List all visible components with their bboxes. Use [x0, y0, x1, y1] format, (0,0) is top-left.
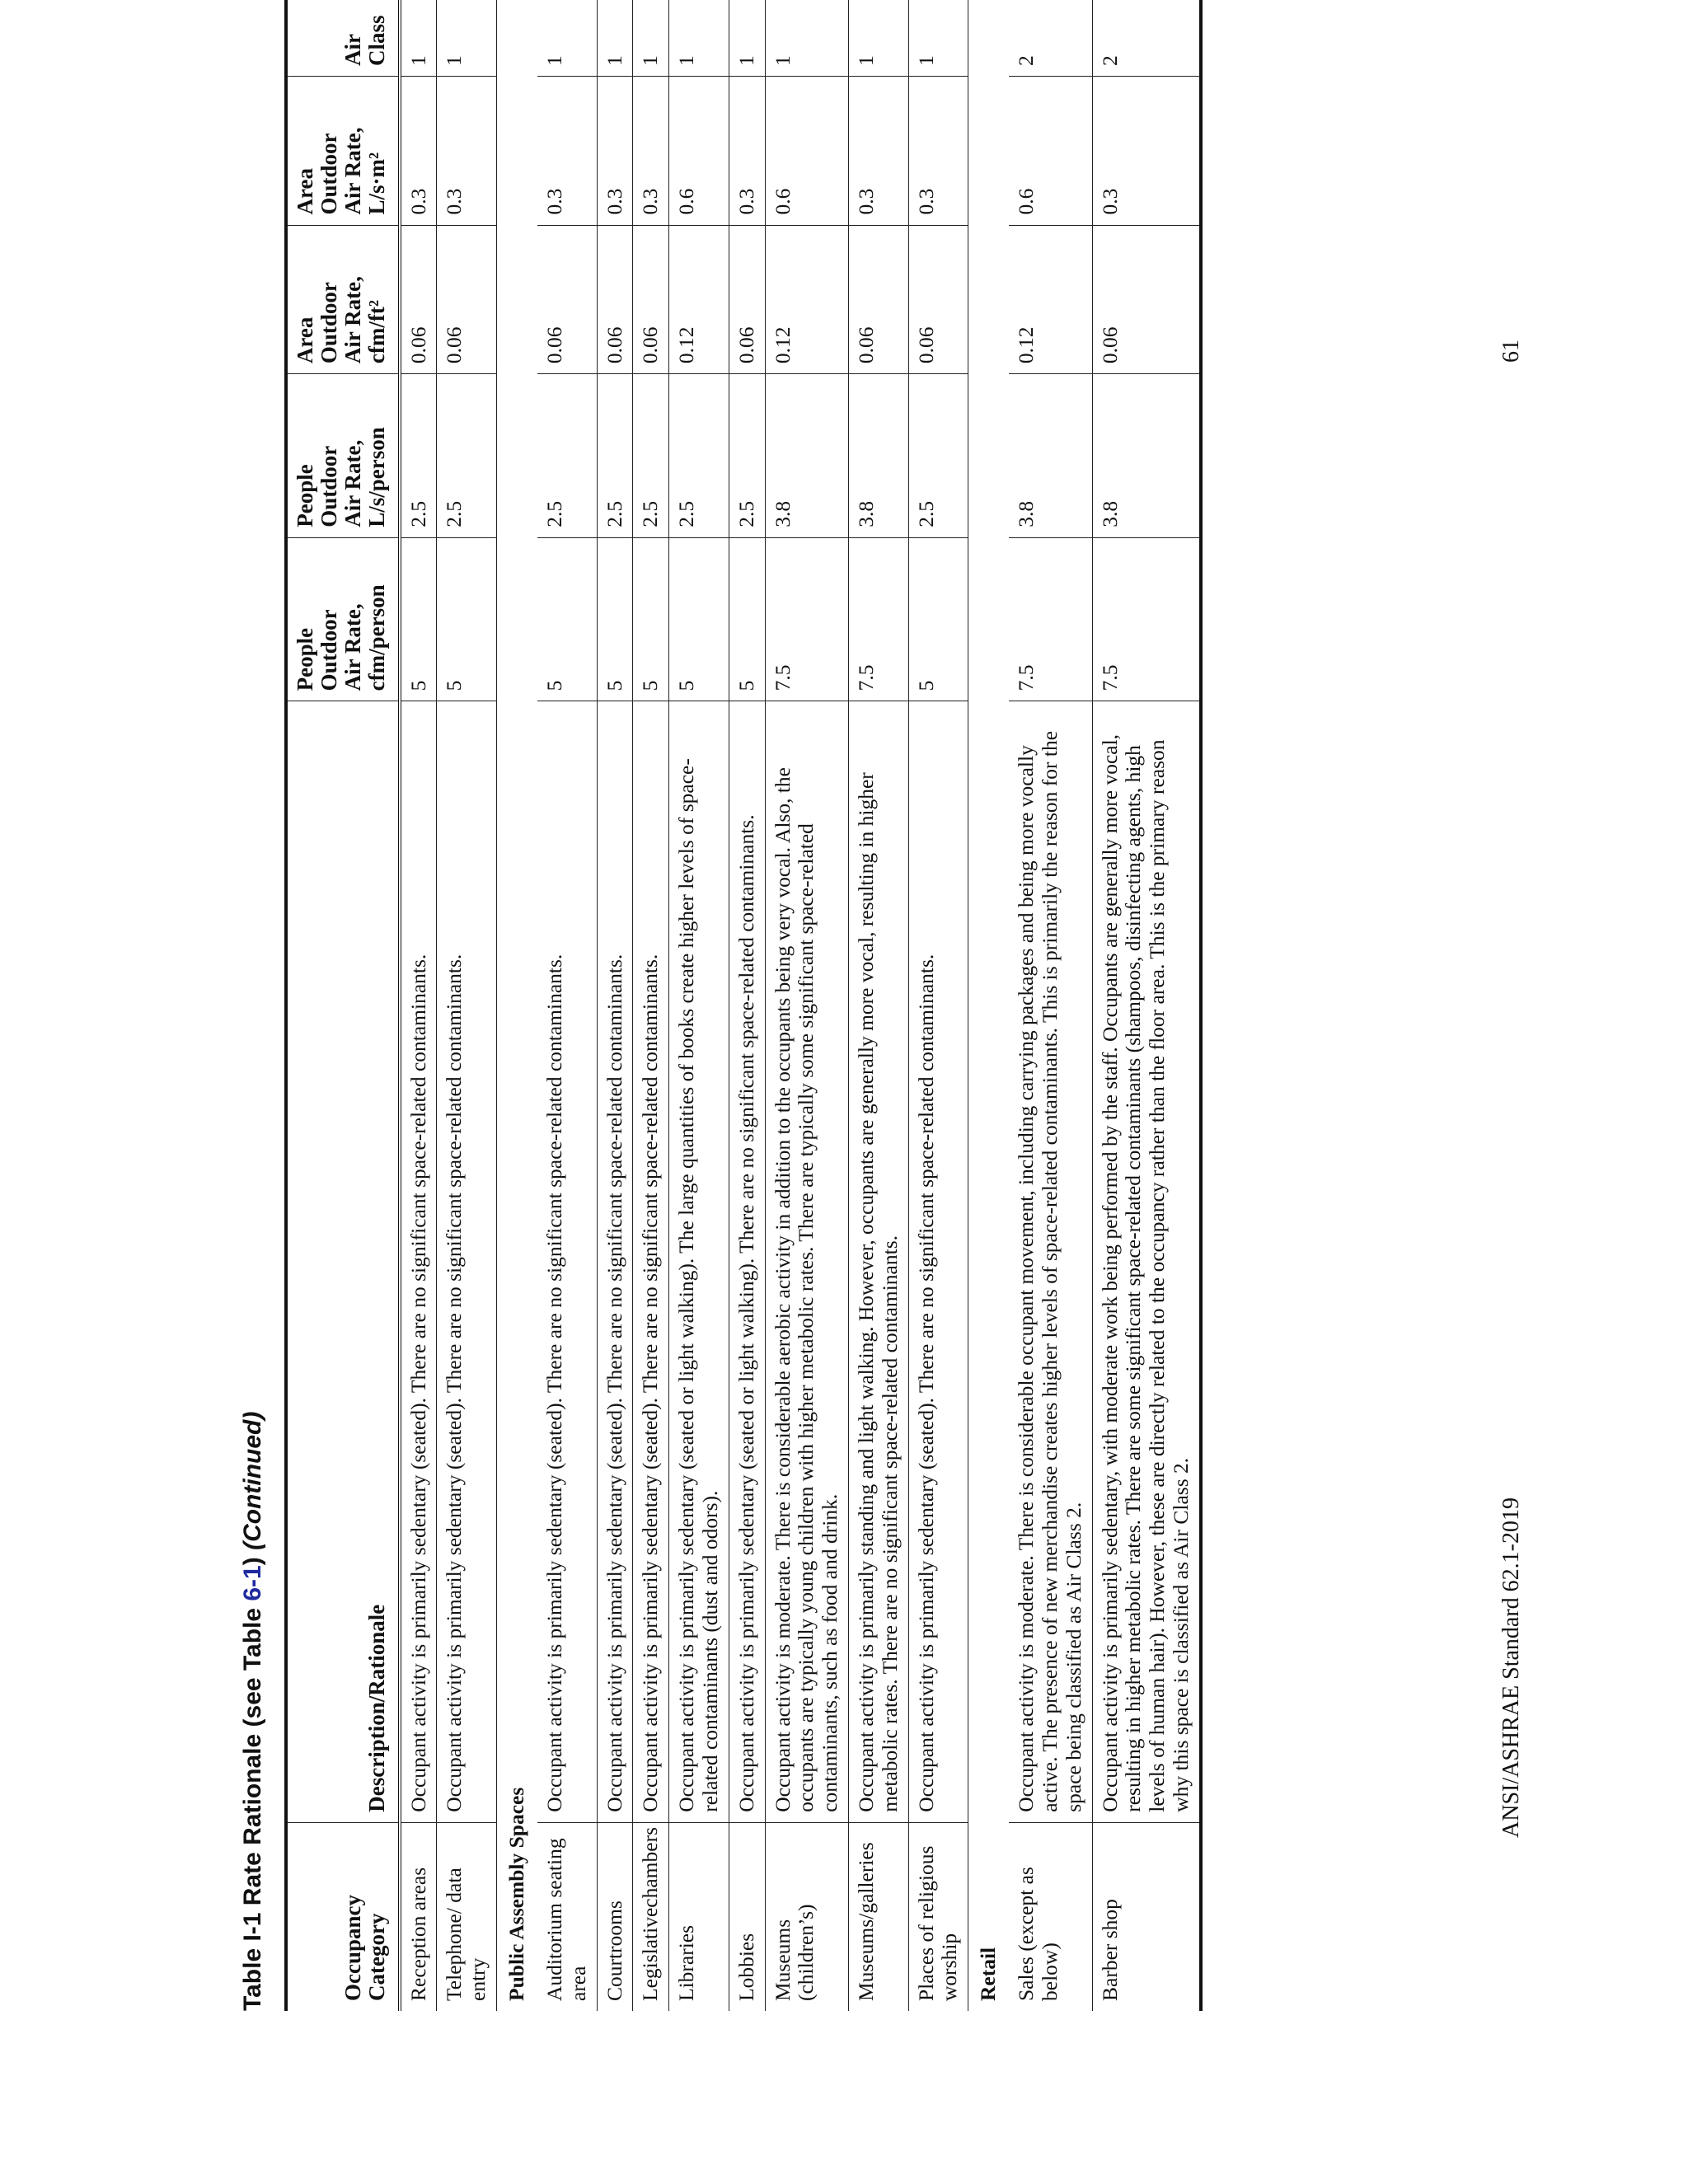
people-ls-cell: 2.5: [908, 374, 968, 538]
table-row: [597, 0, 633, 2011]
people-ls-cell: 3.8: [1009, 374, 1092, 538]
header-line: People: [293, 627, 317, 691]
air-class-cell: 2: [1092, 0, 1201, 76]
people-ls-cell: 2.5: [537, 374, 597, 538]
people-cfm-cell: 7.5: [1092, 537, 1201, 701]
rate-rationale-table: [284, 0, 1203, 2011]
area-cfm-cell: 0.12: [765, 225, 848, 374]
occupancy-cell: Lobbies: [729, 1822, 765, 2011]
header-line: cfm/person: [364, 584, 390, 691]
people-ls-cell: 2.5: [597, 374, 633, 538]
section-header-row: [497, 0, 537, 2011]
area-ls-cell: 0.3: [400, 76, 437, 225]
table-body-office: [400, 0, 497, 2011]
description-cell: Occupant activity is primarily sedentary (seated). There are no significant space-related contaminants.: [437, 701, 497, 1822]
title-close: ): [239, 1557, 266, 1566]
description-cell: Occupant activity is moderate. There is considerable occupant movement, including carrying packages and being more vocally active. The presence of new merchandise creates higher levels of space-related contaminants. This is primarily the reason for the space being classified as Air Class 2.: [1009, 701, 1092, 1822]
header-description: Description/Rationale: [286, 701, 400, 1822]
table-reference-link[interactable]: 6-1: [239, 1565, 266, 1601]
air-class-cell: 1: [729, 0, 765, 76]
area-ls-cell: 0.6: [669, 76, 729, 225]
page-number: 61: [1498, 340, 1524, 363]
occupancy-cell: Museums/galleries: [849, 1822, 909, 2011]
area-cfm-cell: 0.12: [1009, 225, 1092, 374]
section-retail: Retail: [976, 1947, 1001, 2001]
area-cfm-cell: 0.12: [669, 225, 729, 374]
area-ls-cell: 0.3: [437, 76, 497, 225]
header-line: Outdoor: [316, 445, 342, 527]
description-cell: Occupant activity is primarily sedentary (seated). There are no significant space-related contaminants.: [537, 701, 597, 1822]
header-line: Air Rate,: [340, 127, 366, 215]
header-line: Air: [340, 33, 366, 66]
air-class-cell: 1: [437, 0, 497, 76]
area-cfm-cell: 0.06: [597, 225, 633, 374]
area-ls-cell: 0.3: [597, 76, 633, 225]
area-ls-cell: 0.6: [765, 76, 848, 225]
table-row: [729, 0, 765, 2011]
header-people-cfm: [286, 537, 400, 701]
people-ls-cell: 3.8: [765, 374, 848, 538]
people-cfm-cell: 5: [597, 537, 633, 701]
table-row: [1092, 0, 1201, 2011]
header-line: cfm/ft²: [364, 300, 390, 364]
header-line: Occupancy: [340, 1894, 366, 2001]
table-row: [1009, 0, 1092, 2011]
air-class-cell: 1: [537, 0, 597, 76]
people-cfm-cell: 7.5: [849, 537, 909, 701]
table-row: [633, 0, 669, 2011]
header-line: Area: [293, 316, 317, 364]
area-ls-cell: 0.3: [729, 76, 765, 225]
people-ls-cell: 3.8: [1092, 374, 1201, 538]
description-cell: Occupant activity is primarily sedentary (seated or light walking). The large quantities of books create higher levels of space-related contaminants (dust and odors).: [669, 701, 729, 1822]
title-continued: (Continued): [239, 1411, 266, 1550]
header-line: Air Rate,: [340, 439, 366, 527]
area-cfm-cell: 0.06: [633, 225, 669, 374]
people-cfm-cell: 5: [633, 537, 669, 701]
occupancy-cell: Museums (children’s): [765, 1822, 848, 2011]
area-cfm-cell: 0.06: [400, 225, 437, 374]
area-ls-cell: 0.3: [1092, 76, 1201, 225]
area-cfm-cell: 0.06: [729, 225, 765, 374]
header-line: L/s/person: [364, 427, 390, 527]
occupancy-cell: Places of religious worship: [908, 1822, 968, 2011]
occupancy-cell: Courtrooms: [597, 1822, 633, 2011]
section-public-assembly: Public Assembly Spaces: [504, 1787, 529, 2001]
header-occupancy: [286, 1822, 400, 2011]
description-cell: Occupant activity is primarily sedentary (seated). There are no significant space-related contaminants.: [400, 701, 437, 1822]
area-ls-cell: 0.6: [1009, 76, 1092, 225]
table-row: [437, 0, 497, 2011]
area-ls-cell: 0.3: [633, 76, 669, 225]
header-line: People: [293, 464, 317, 527]
header-line: Outdoor: [316, 282, 342, 364]
title-text: Table I-1 Rate Rationale (see Table: [239, 1601, 266, 2011]
header-people-ls: [286, 374, 400, 538]
air-class-cell: 2: [1009, 0, 1092, 76]
people-cfm-cell: 5: [908, 537, 968, 701]
description-cell: Occupant activity is primarily sedentary (seated). There are no significant space-related contaminants.: [908, 701, 968, 1822]
section-header-row: [968, 0, 1009, 2011]
header-line: Area: [293, 168, 317, 215]
occupancy-cell: Telephone/ data entry: [437, 1822, 497, 2011]
area-ls-cell: 0.3: [537, 76, 597, 225]
air-class-cell: 1: [908, 0, 968, 76]
header-line: Category: [364, 1913, 390, 2001]
air-class-cell: 1: [765, 0, 848, 76]
table-row: [765, 0, 848, 2011]
people-cfm-cell: 7.5: [765, 537, 848, 701]
header-line: Air Rate,: [340, 276, 366, 364]
table-title: [239, 1412, 267, 2011]
header-line: Class: [364, 15, 390, 66]
area-cfm-cell: 0.06: [537, 225, 597, 374]
area-cfm-cell: 0.06: [1092, 225, 1201, 374]
header-line: Outdoor: [316, 609, 342, 691]
header-area-cfm: [286, 225, 400, 374]
description-cell: Occupant activity is primarily sedentary (seated). There are no significant space-related contaminants.: [633, 701, 669, 1822]
description-cell: Occupant activity is moderate. There is considerable aerobic activity in addition to the occupants being very vocal. Also, the occupants are typically young children with higher metabolic rates. There are typically some significant space-related contaminants, such as food and drink.: [765, 701, 848, 1822]
people-ls-cell: 2.5: [437, 374, 497, 538]
area-cfm-cell: 0.06: [437, 225, 497, 374]
occupancy-cell: Barber shop: [1092, 1822, 1201, 2011]
table-body-public-assembly: [537, 0, 968, 2011]
header-area-ls: [286, 76, 400, 225]
description-cell: Occupant activity is primarily sedentary (seated or light walking). There are no significant space-related contaminants.: [729, 701, 765, 1822]
occupancy-cell: Legislativechambers: [633, 1822, 669, 2011]
table-body-retail: [1009, 0, 1201, 2011]
header-row: [286, 0, 400, 2011]
occupancy-cell: Libraries: [669, 1822, 729, 2011]
header-line: Air Rate,: [340, 603, 366, 691]
occupancy-cell: Sales (except as below): [1009, 1822, 1092, 2011]
people-cfm-cell: 5: [729, 537, 765, 701]
people-cfm-cell: 7.5: [1009, 537, 1092, 701]
air-class-cell: 1: [849, 0, 909, 76]
description-cell: Occupant activity is primarily sedentary, with moderate work being performed by the staff. Occupants are generally more vocal, resulting in higher metabolic rates. There are some significant space-related contaminants (shampoos, disinfecting agents, high levels of human hair). However, these are directly related to the occupancy rather than the floor area. This is the primary reason why this space is classified as Air Class 2.: [1092, 701, 1201, 1822]
people-ls-cell: 3.8: [849, 374, 909, 538]
table-row: [400, 0, 437, 2011]
air-class-cell: 1: [400, 0, 437, 76]
table-row: [537, 0, 597, 2011]
header-line: L/s·m²: [364, 152, 390, 215]
people-ls-cell: 2.5: [400, 374, 437, 538]
table-row: [908, 0, 968, 2011]
people-cfm-cell: 5: [400, 537, 437, 701]
air-class-cell: 1: [633, 0, 669, 76]
description-cell: Occupant activity is primarily standing and light walking. However, occupants are generally more vocal, resulting in higher metabolic rates. There are no significant space-related contaminants.: [849, 701, 909, 1822]
people-cfm-cell: 5: [537, 537, 597, 701]
table-row: [849, 0, 909, 2011]
air-class-cell: 1: [669, 0, 729, 76]
area-ls-cell: 0.3: [908, 76, 968, 225]
people-ls-cell: 2.5: [633, 374, 669, 538]
area-ls-cell: 0.3: [849, 76, 909, 225]
occupancy-cell: Reception areas: [400, 1822, 437, 2011]
people-ls-cell: 2.5: [729, 374, 765, 538]
air-class-cell: 1: [597, 0, 633, 76]
area-cfm-cell: 0.06: [849, 225, 909, 374]
footer-standard: ANSI/ASHRAE Standard 62.1-2019: [1498, 1497, 1524, 1838]
people-cfm-cell: 5: [669, 537, 729, 701]
people-cfm-cell: 5: [437, 537, 497, 701]
header-air-class: [286, 0, 400, 76]
people-ls-cell: 2.5: [669, 374, 729, 538]
header-line: Outdoor: [316, 133, 342, 215]
table-row: [669, 0, 729, 2011]
area-cfm-cell: 0.06: [908, 225, 968, 374]
description-cell: Occupant activity is primarily sedentary (seated). There are no significant space-related contaminants.: [597, 701, 633, 1822]
occupancy-cell: Auditorium seating area: [537, 1822, 597, 2011]
